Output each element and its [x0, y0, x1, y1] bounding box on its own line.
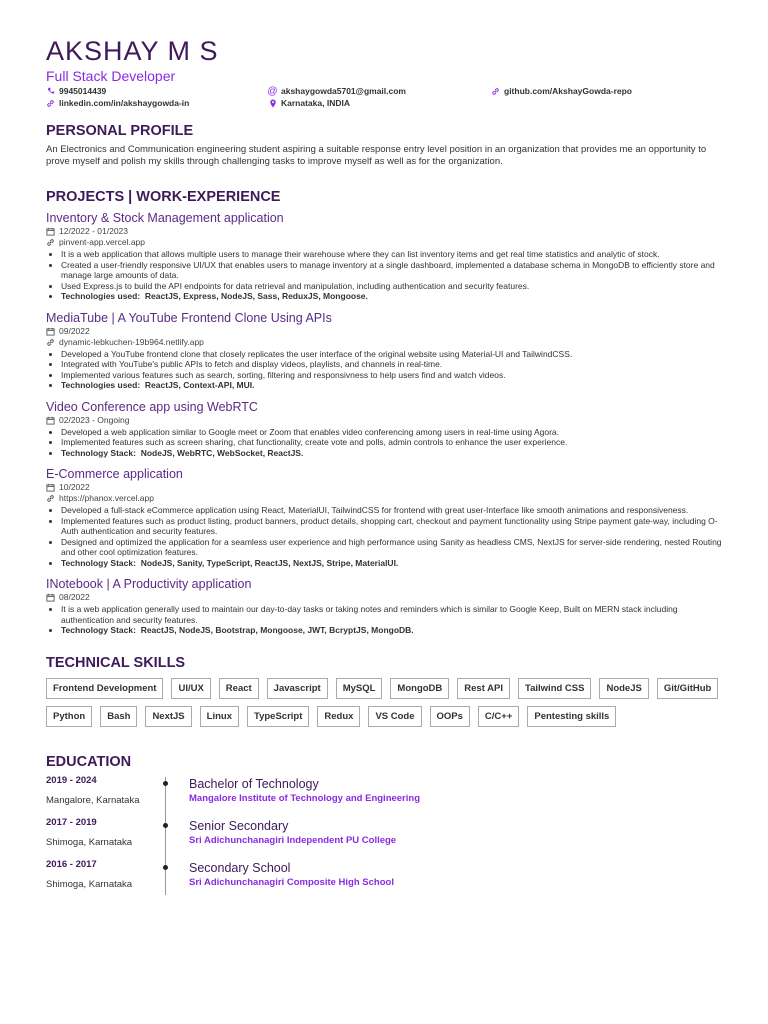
project-link[interactable] — [46, 237, 726, 248]
education-years: 2019 - 2024 — [46, 774, 97, 786]
education-degree: Secondary School — [189, 860, 291, 875]
bullet-item: • Developed a YouTube frontend clone that closely replicates the user interface of the original website using Material-UI and TailwindCSS. — [61, 349, 726, 360]
bullet-item: • Integrated with YouTube's public APIs to fetch and display videos, playlists, and channels in real-time. — [61, 359, 726, 370]
education-degree: Bachelor of Technology — [189, 776, 319, 791]
education-item — [46, 775, 726, 817]
tech-list: NodeJS, WebRTC, WebSocket, ReactJS. — [140, 447, 304, 458]
skill-tag: UI/UX — [171, 678, 210, 699]
skill-tag: Javascript — [267, 678, 328, 699]
tech-label: Technologies used: — [61, 291, 141, 301]
education-years: 2016 - 2017 — [46, 858, 97, 870]
education-location: Shimoga, Karnataka — [46, 878, 133, 890]
education-item — [46, 817, 726, 859]
tech-label: Technology Stack: — [61, 625, 136, 635]
skill-tag: NextJS — [145, 706, 191, 727]
projects-section — [46, 188, 726, 636]
project-date — [46, 415, 726, 426]
bullet-item: • Developed a web application similar to Google meet or Zoom that enables video conferencing among users in real-time using Agora. — [61, 427, 726, 438]
skill-tag: Rest API — [457, 678, 510, 699]
project-title: MediaTube | A YouTube Frontend Clone Using APIs — [46, 310, 332, 325]
tech-stack — [61, 291, 726, 302]
email-contact[interactable]: @ akshaygowda5701@gmail.com — [267, 85, 406, 97]
tech-list: NodeJS, Sanity, TypeScript, ReactJS, NextJS, Stripe, MaterialUI. — [140, 557, 399, 568]
calendar-icon — [46, 593, 55, 602]
education-institution: Sri Adichunchanagiri Independent PU College — [189, 834, 397, 846]
project-link[interactable] — [46, 493, 726, 504]
bullet-item: • It is a web application that allows multiple users to manage their warehouse where they can list inventory items and get real time statistics and analytic of stock. — [61, 249, 726, 260]
project-date-text: 09/2022 — [59, 325, 90, 336]
calendar-icon — [46, 416, 55, 425]
at-icon: @ — [267, 85, 278, 97]
tech-stack — [61, 380, 726, 391]
bullet-item: • Implemented features such as screen sharing, chat functionality, create vote and polls, admin controls to enhance the user experience. — [61, 437, 726, 448]
project-item — [46, 399, 726, 459]
map-pin-icon — [268, 99, 277, 108]
project-bullets — [46, 349, 726, 391]
bullet-item: • Designed and optimized the application for a seamless user experience and high performance using Sanity as headless CMS, NextJS for server-side rendering, nested Routing and other cool optimization features. — [61, 537, 726, 558]
project-date — [46, 592, 726, 603]
education-institution: Sri Adichunchanagiri Composite High School — [189, 876, 394, 888]
tech-list: ReactJS, Express, NodeJS, Sass, ReduxJS, Mongoose. — [144, 291, 368, 301]
phone-contact: 9945014439 — [46, 86, 106, 96]
timeline-dot — [163, 823, 168, 828]
calendar-icon — [46, 227, 55, 236]
linkedin-link[interactable]: linkedin.com/in/akshaygowda-in — [46, 98, 189, 108]
skill-tag: Git/GitHub — [657, 678, 719, 699]
link-icon — [491, 87, 500, 96]
project-title: Video Conference app using WebRTC — [46, 399, 258, 414]
project-title: INotebook | A Productivity application — [46, 577, 252, 591]
skill-tag: Linux — [200, 706, 239, 727]
link-icon — [46, 99, 55, 108]
tech-stack — [61, 558, 726, 569]
tech-list: ReactJS, Context-API, MUI. — [144, 380, 255, 390]
education-location: Mangalore, Karnataka — [46, 794, 140, 806]
skill-tag: Bash — [100, 706, 137, 727]
project-item — [46, 466, 726, 568]
project-date-text: 12/2022 - 01/2023 — [59, 226, 129, 236]
link-icon — [46, 238, 55, 247]
tech-label: Technologies used: — [61, 380, 141, 390]
project-link[interactable] — [46, 337, 726, 348]
project-date — [46, 226, 726, 237]
resume — [46, 34, 726, 901]
project-item — [46, 210, 726, 302]
bullet-item: • Implemented various features such as search, sorting, filtering and responsivness to help users find and watch videos. — [61, 370, 726, 381]
bullet-item: • Used Express.js to build the API endpoints for data retrieval and manipulation, including authentication and security features. — [61, 281, 726, 292]
project-bullets — [46, 604, 726, 636]
skill-tag: C/C++ — [478, 706, 519, 727]
project-list — [46, 210, 726, 636]
skill-tag: VS Code — [368, 706, 421, 727]
candidate-role: Full Stack Developer — [46, 68, 176, 84]
education-location: Shimoga, Karnataka — [46, 836, 133, 848]
project-date-text: 02/2023 - Ongoing — [59, 414, 130, 425]
bullet-item: • Created a user-friendly responsive UI/UX that enables users to manage inventory at a single dashboard, implemented a database schema in MongoDB to efficiently store and manage large amounts of data. — [61, 260, 726, 281]
project-date — [46, 482, 726, 493]
contact-info — [46, 86, 726, 112]
project-bullets — [46, 505, 726, 568]
project-title: E-Commerce application — [46, 467, 183, 481]
timeline-dot — [163, 781, 168, 786]
skill-tag: MySQL — [336, 678, 383, 699]
skill-tag: Pentesting skills — [527, 706, 616, 727]
link-icon — [46, 494, 55, 503]
phone-icon — [46, 87, 55, 96]
location-contact: Karnataka, INDIA — [268, 98, 350, 108]
education-item — [46, 859, 726, 901]
project-date-text: 08/2022 — [59, 592, 90, 602]
calendar-icon — [46, 327, 55, 336]
project-item — [46, 576, 726, 636]
skill-tag: Tailwind CSS — [518, 678, 591, 699]
project-date-text: 10/2022 — [59, 482, 90, 492]
project-date — [46, 326, 726, 337]
bullet-item: • It is a web application generally used to maintain our day-to-day tasks or taking notes and reminders which is similar to Google Keep, Built on MERN stack including authentication and security features. — [61, 604, 726, 625]
tech-stack — [61, 625, 726, 636]
skill-tag: MongoDB — [390, 678, 449, 699]
candidate-name: AKSHAY M S — [46, 36, 219, 66]
section-title: EDUCATION — [46, 753, 132, 770]
tech-list: ReactJS, NodeJS, Bootstrap, Mongoose, JWT, BcryptJS, MongoDB. — [140, 625, 414, 635]
project-bullets — [46, 427, 726, 459]
tech-label: Technology Stack: — [61, 557, 136, 568]
section-title: TECHNICAL SKILLS — [46, 654, 186, 671]
project-bullets — [46, 249, 726, 302]
education-section — [46, 753, 726, 901]
skill-list — [46, 678, 736, 727]
profile-text: An Electronics and Communication engineering student aspiring a suitable response entry level position in an organization that provides me an opportunity to prove myself and polish my skills through challenging tasks to improve myself as well as for the organization. — [46, 144, 707, 167]
education-institution: Mangalore Institute of Technology and Engineering — [189, 792, 421, 804]
project-item — [46, 310, 726, 391]
skill-tag: Python — [46, 706, 92, 727]
skill-tag: Redux — [317, 706, 360, 727]
section-title: PERSONAL PROFILE — [46, 123, 194, 139]
project-link-text[interactable]: dynamic-lebkuchen-19b964.netlify.app — [59, 336, 204, 347]
skill-tag: NodeJS — [599, 678, 648, 699]
calendar-icon — [46, 483, 55, 492]
skill-tag: TypeScript — [247, 706, 309, 727]
project-link-text[interactable]: https://phanox.vercel.app — [59, 493, 154, 503]
bullet-item: • Developed a full-stack eCommerce application using React, MaterialUI, TailwindCSS for frontend with great user-Interface like smooth animations and responsiveness. — [61, 505, 726, 516]
education-degree: Senior Secondary — [189, 818, 289, 833]
profile-section — [46, 122, 726, 168]
skill-tag: Frontend Development — [46, 678, 163, 699]
project-title: Inventory & Stock Management application — [46, 211, 284, 225]
skills-section — [46, 654, 726, 727]
timeline-dot — [163, 865, 168, 870]
bullet-item: • Implemented features such as product listing, product banners, product details, shopping cart, checkout and payment functionality using Stripe payment gate-way, including O-Auth authentication and security features. — [61, 516, 726, 537]
section-title: PROJECTS | WORK-EXPERIENCE — [46, 189, 281, 205]
skill-tag: OOPs — [430, 706, 470, 727]
education-list — [46, 775, 726, 901]
project-link-text[interactable]: pinvent-app.vercel.app — [59, 237, 146, 247]
link-icon — [46, 338, 55, 347]
tech-label: Technology Stack: — [61, 447, 136, 458]
github-link[interactable]: github.com/AkshayGowda-repo — [491, 86, 632, 96]
tech-stack — [61, 448, 726, 459]
skill-tag: React — [219, 678, 259, 699]
education-years: 2017 - 2019 — [46, 816, 97, 828]
